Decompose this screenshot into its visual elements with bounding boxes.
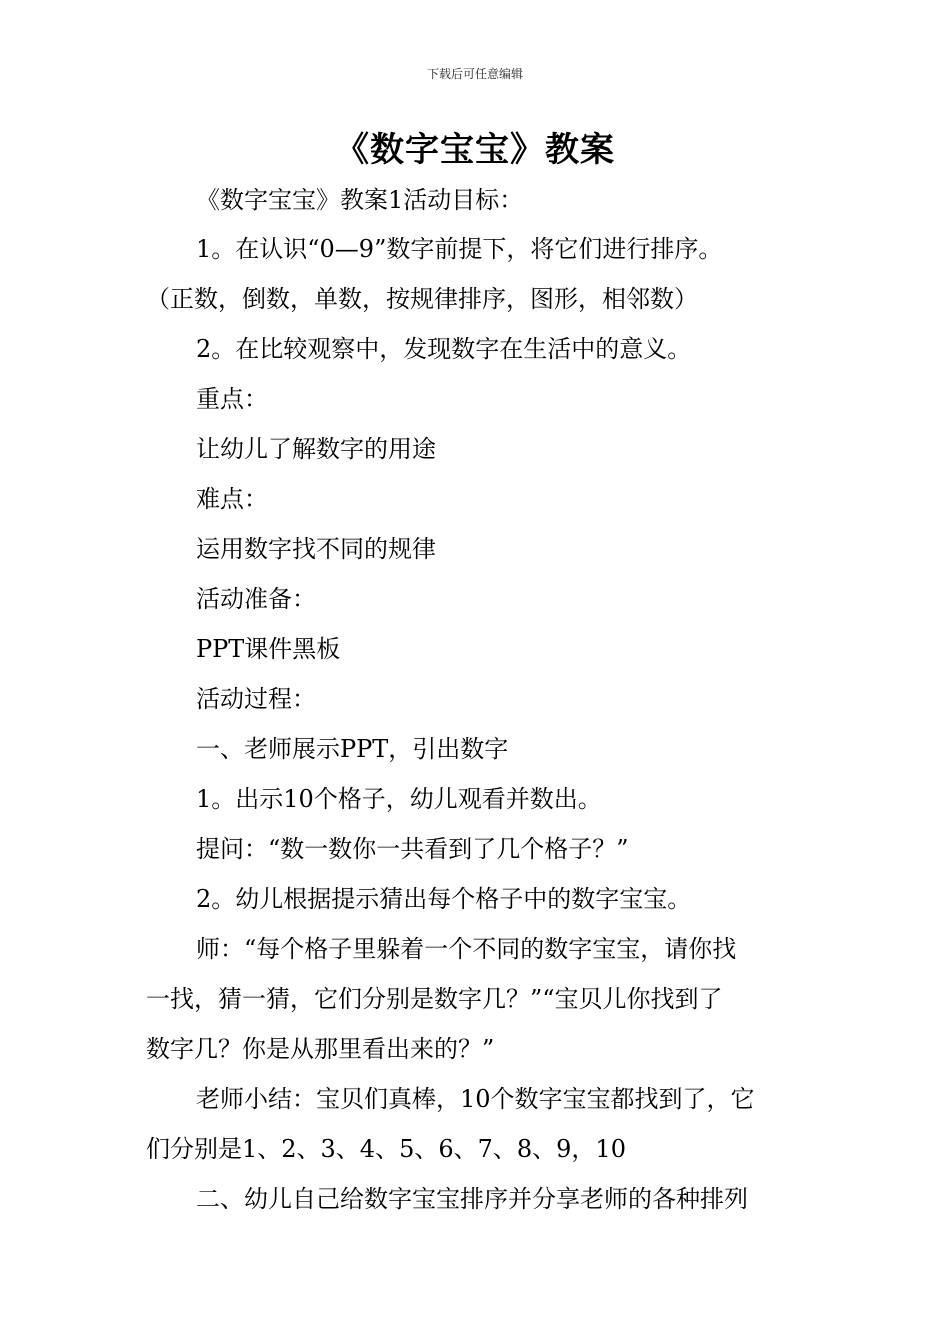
paragraph-line: 难点： [196,485,268,513]
paragraph-line: 数字几？你是从那里看出来的？” [146,1035,495,1063]
paragraph-line: 重点： [196,385,268,413]
paragraph-line: 《数字宝宝》教案1活动目标： [196,186,524,214]
paragraph-line: 老师小结：宝贝们真棒，10个数字宝宝都找到了，它 [196,1085,755,1113]
paragraph-line: 二、幼儿自己给数字宝宝排序并分享老师的各种排列 [196,1185,748,1213]
document-title: 《数字宝宝》教案 [335,130,615,170]
paragraph-line: 一找，猜一猜，它们分别是数字几？”“宝贝儿你找到了 [146,985,723,1013]
paragraph-line: 让幼儿了解数字的用途 [196,435,436,463]
paragraph-line: 2。在比较观察中，发现数字在生活中的意义。 [196,335,692,363]
paragraph-line: 运用数字找不同的规律 [196,535,436,563]
paragraph-line: 活动准备： [196,585,316,613]
paragraph-line: 1。出示10个格子，幼儿观看并数出。 [196,785,602,813]
header-note: 下载后可任意编辑 [426,67,523,81]
paragraph-line: 们分别是1、2、3、4、5、6、7、8、9，10 [146,1135,626,1163]
paragraph-line: 师：“每个格子里躲着一个不同的数字宝宝，请你找 [196,935,737,963]
paragraph-line: 活动过程： [196,685,316,713]
paragraph-line: 一、老师展示PPT，引出数字 [196,735,509,763]
paragraph-line: 1。在认识“0—9”数字前提下，将它们进行排序。 [196,235,723,263]
paragraph-line: 2。幼儿根据提示猜出每个格子中的数字宝宝。 [196,885,692,913]
paragraph-line: 提问：“数一数你一共看到了几个格子？” [196,835,629,863]
paragraph-line: PPT课件黑板 [196,635,341,663]
paragraph-line: （正数，倒数，单数，按规律排序，图形，相邻数） [146,285,698,313]
